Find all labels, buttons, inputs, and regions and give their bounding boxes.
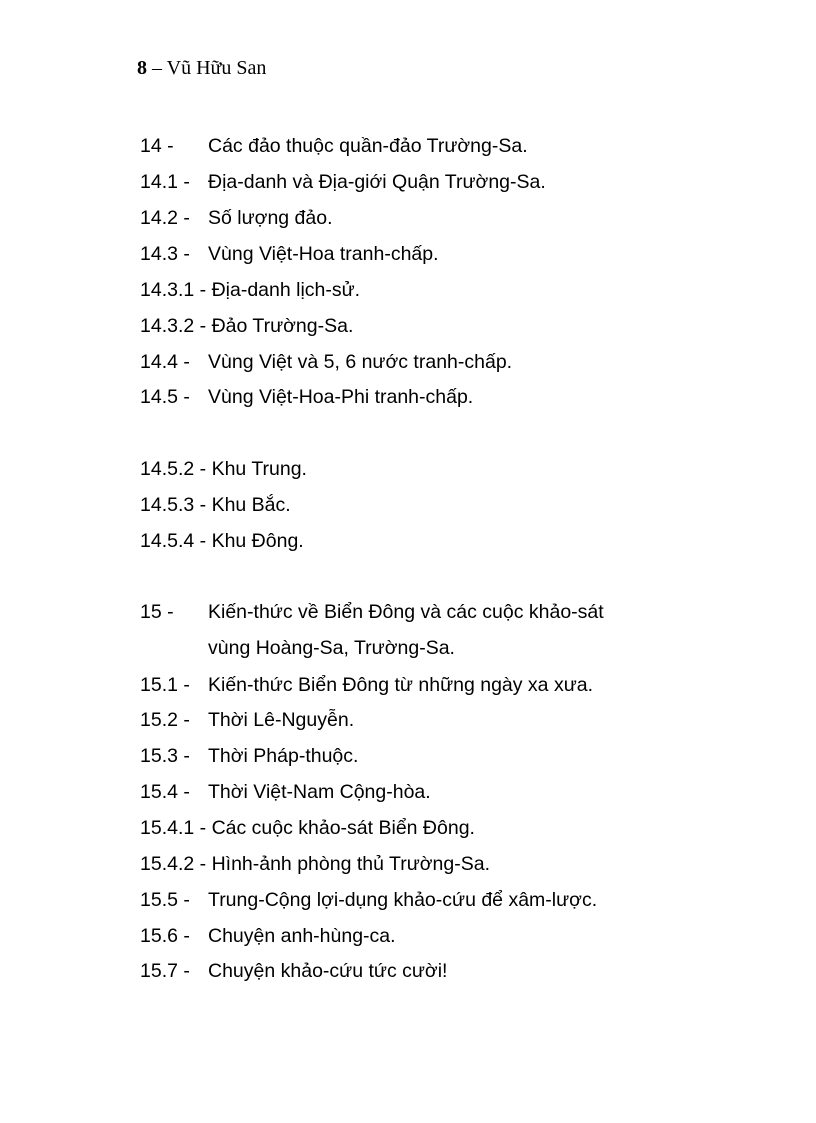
toc-title: Khu Bắc.: [211, 494, 291, 516]
toc-title: Số lượng đảo.: [208, 207, 333, 229]
toc-title: Thời Việt-Nam Cộng-hòa.: [208, 781, 431, 803]
page-number: 8: [137, 57, 147, 79]
toc-title: Đảo Trường-Sa.: [211, 315, 354, 337]
header-separator: –: [147, 57, 167, 79]
toc-title: Thời Pháp-thuộc.: [208, 745, 359, 767]
toc-number: 15 -: [140, 601, 174, 623]
toc-title: Địa-danh lịch-sử.: [211, 279, 361, 301]
toc-number: 15.3 -: [140, 745, 190, 767]
toc-title: Khu Trung.: [211, 458, 307, 480]
toc-number: 15.1 -: [140, 674, 190, 696]
toc-title: Chuyện khảo-cứu tức cười!: [208, 960, 448, 982]
toc-number: 14.2 -: [140, 207, 190, 229]
toc-number: 15.2 -: [140, 709, 190, 731]
toc-number: 15.4 -: [140, 781, 190, 803]
toc-entry: [140, 278, 760, 302]
toc-title: Vùng Việt-Hoa-Phi tranh-chấp.: [208, 386, 474, 408]
toc-number: 15.5 -: [140, 889, 190, 911]
toc-title-line: Kiến-thức về Biển Đông và các cuộc khảo-sát: [208, 601, 604, 623]
toc-entry: [140, 493, 760, 517]
toc-title: [208, 600, 604, 660]
toc-title: Trung-Cộng lợi-dụng khảo-cứu để xâm-lược.: [208, 889, 598, 911]
toc-title: Khu Đông.: [211, 530, 304, 552]
toc-entry: [140, 529, 760, 553]
toc-number: 14.5.3 -: [140, 494, 207, 516]
toc-number: 15.4.1 -: [140, 817, 207, 839]
toc-entry: [140, 816, 760, 840]
toc-title: Vùng Việt và 5, 6 nước tranh-chấp.: [208, 351, 513, 373]
toc-title: Kiến-thức Biển Đông từ những ngày xa xưa.: [208, 674, 594, 696]
toc-number: 14.3 -: [140, 243, 190, 265]
toc-title: Hình-ảnh phòng thủ Trường-Sa.: [211, 853, 490, 875]
toc-number: 14.4 -: [140, 351, 190, 373]
toc-title: Chuyện anh-hùng-ca.: [208, 925, 396, 947]
toc-number: 14.3.2 -: [140, 315, 207, 337]
toc-number: 15.6 -: [140, 925, 190, 947]
toc-title: Thời Lê-Nguyễn.: [208, 709, 355, 731]
toc-title: Các đảo thuộc quần-đảo Trường-Sa.: [208, 135, 528, 157]
toc-title: Địa-danh và Địa-giới Quận Trường-Sa.: [208, 171, 546, 193]
author-name: Vũ Hữu San: [166, 57, 267, 79]
toc-entry: [140, 852, 760, 876]
toc-number: 15.4.2 -: [140, 853, 207, 875]
toc-number: 14.5.4 -: [140, 530, 207, 552]
toc-title: Các cuộc khảo-sát Biển Đông.: [211, 817, 475, 839]
toc-number: 14 -: [140, 135, 174, 157]
page-header: [137, 55, 266, 81]
toc-entry: [140, 457, 760, 481]
toc-number: 14.5 -: [140, 386, 190, 408]
toc-title: Vùng Việt-Hoa tranh-chấp.: [208, 243, 439, 265]
toc-entry: [140, 314, 760, 338]
toc-number: 15.7 -: [140, 960, 190, 982]
toc-number: 14.3.1 -: [140, 279, 207, 301]
toc-number: 14.1 -: [140, 171, 190, 193]
toc-number: 14.5.2 -: [140, 458, 207, 480]
toc-title-line: vùng Hoàng-Sa, Trường-Sa.: [208, 637, 455, 659]
